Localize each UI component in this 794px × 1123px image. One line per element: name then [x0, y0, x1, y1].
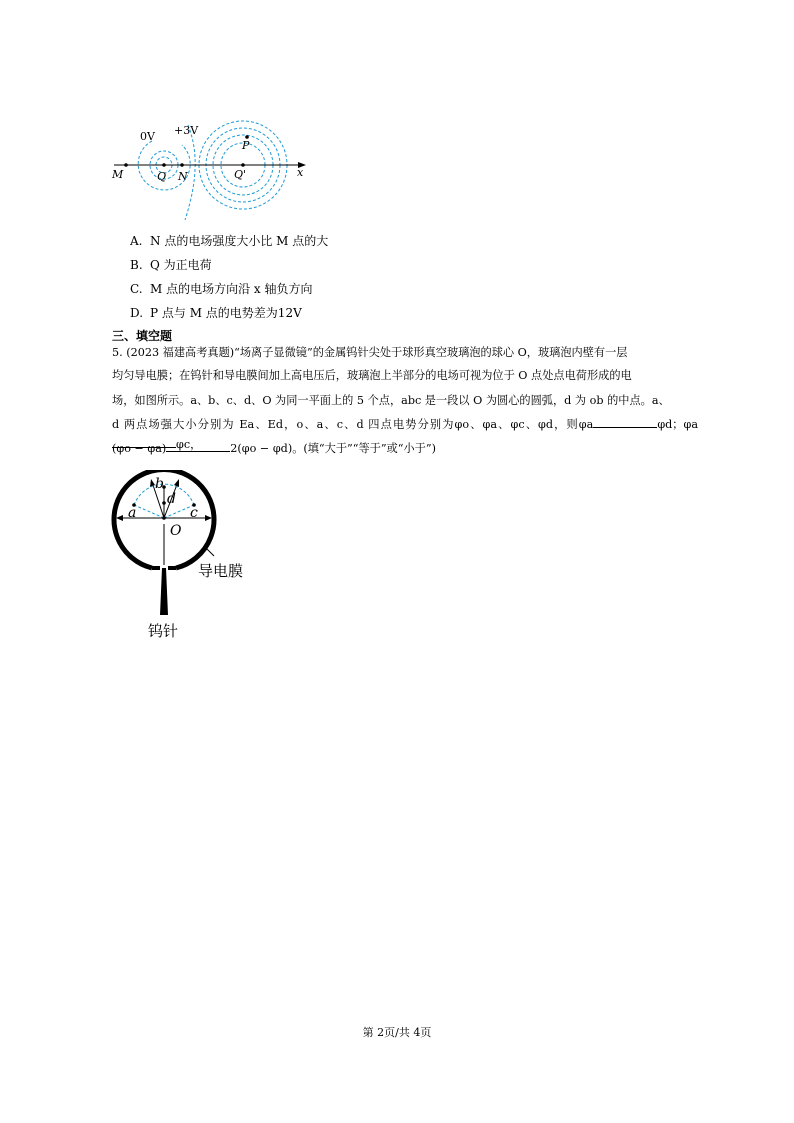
field-ion-microscope-figure [108, 470, 258, 650]
option-c: C. M 点的电场方向沿 x 轴负方向 [130, 282, 313, 296]
question5-line4: d 两点场强大小分别为 Ea、Ed，o、a、c、d 四点电势分别为φo、φa、φc、φd，则φa φd；φaφc， [112, 418, 698, 451]
option-b: B. Q 为正电荷 [130, 258, 212, 272]
label-tungsten-needle: 钨针 [148, 622, 179, 640]
question5-line1: 5. (2023 福建高考真题)“场离子显微镜”的金属钨针尖处于球形真空玻璃泡的球心 O，玻璃泡内壁有一层 [112, 346, 628, 359]
question5-line3: 场，如图所示。a、b、c、d、O 为同一平面上的 5 个点，abc 是一段以 O 为圆心的圆弧，d 为 ob 的中点。a、 [112, 394, 670, 407]
label-3V: +3V [174, 124, 199, 137]
label-b: b [155, 476, 164, 492]
label-conductive-film: 导电膜 [198, 562, 244, 580]
label-Qprime: Q' [234, 168, 247, 181]
label-P: P [242, 139, 250, 152]
option-a: A. N 点的电场强度大小比 M 点的大 [130, 234, 329, 248]
option-d: D. P 点与 M 点的电势差为12V [130, 306, 302, 320]
label-d: d [167, 491, 176, 507]
label-O: O [170, 523, 182, 539]
label-Q: Q [157, 170, 167, 183]
question5-line2: 均匀导电膜；在钨针和导电膜间加上高电压后，玻璃泡上半部分的电场可视为位于 O 点处点电荷形成的电 [112, 369, 632, 382]
label-N: N [178, 170, 188, 183]
label-c: c [190, 505, 198, 521]
page-footer: 第 2页/共 4页 [362, 1026, 432, 1039]
question5-line5: (φo − φa) 2(φo − φd)。(填“大于”“等于”或“小于”) [112, 442, 436, 455]
label-a: a [128, 505, 137, 521]
label-0V: 0V [140, 130, 155, 143]
answer-blank-3[interactable] [166, 440, 230, 452]
section-title: 三、填空题 [112, 329, 173, 343]
label-x-axis: x [297, 166, 304, 179]
answer-blank-1[interactable] [593, 416, 657, 428]
label-M: M [112, 168, 124, 181]
equipotential-figure [110, 120, 320, 230]
